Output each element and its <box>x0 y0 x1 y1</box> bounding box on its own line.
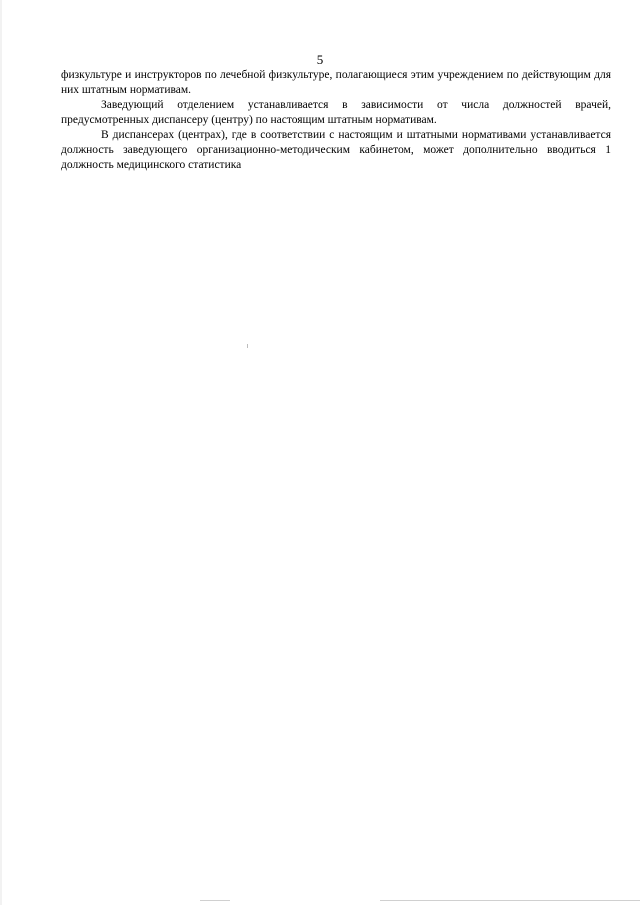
scan-speck <box>247 344 248 348</box>
paragraph-department-head: Заведующий отделением устанавливается в зависимости от числа должностей врачей, предусмотренных диспансеру (центру) по настоящим штатным нормативам. <box>61 99 611 126</box>
scan-edge <box>0 0 2 905</box>
page-number: 5 <box>316 52 324 67</box>
paragraph-statistician: В диспансерах (центрах), где в соответствии с настоящим и штатными нормативами устанавливается должность заведующего организационно-методическим кабинетом, может дополнительно вводиться 1 должность медицинского статистика <box>61 129 611 171</box>
scan-artifact-left <box>200 900 230 901</box>
scan-artifact-right <box>380 900 640 901</box>
paragraph-continuation: физкультуре и инструкторов по лечебной физкультуре, полагающиеся этим учреждением по действующим для них штатным нормативам. <box>61 69 611 96</box>
document-body <box>61 68 611 173</box>
